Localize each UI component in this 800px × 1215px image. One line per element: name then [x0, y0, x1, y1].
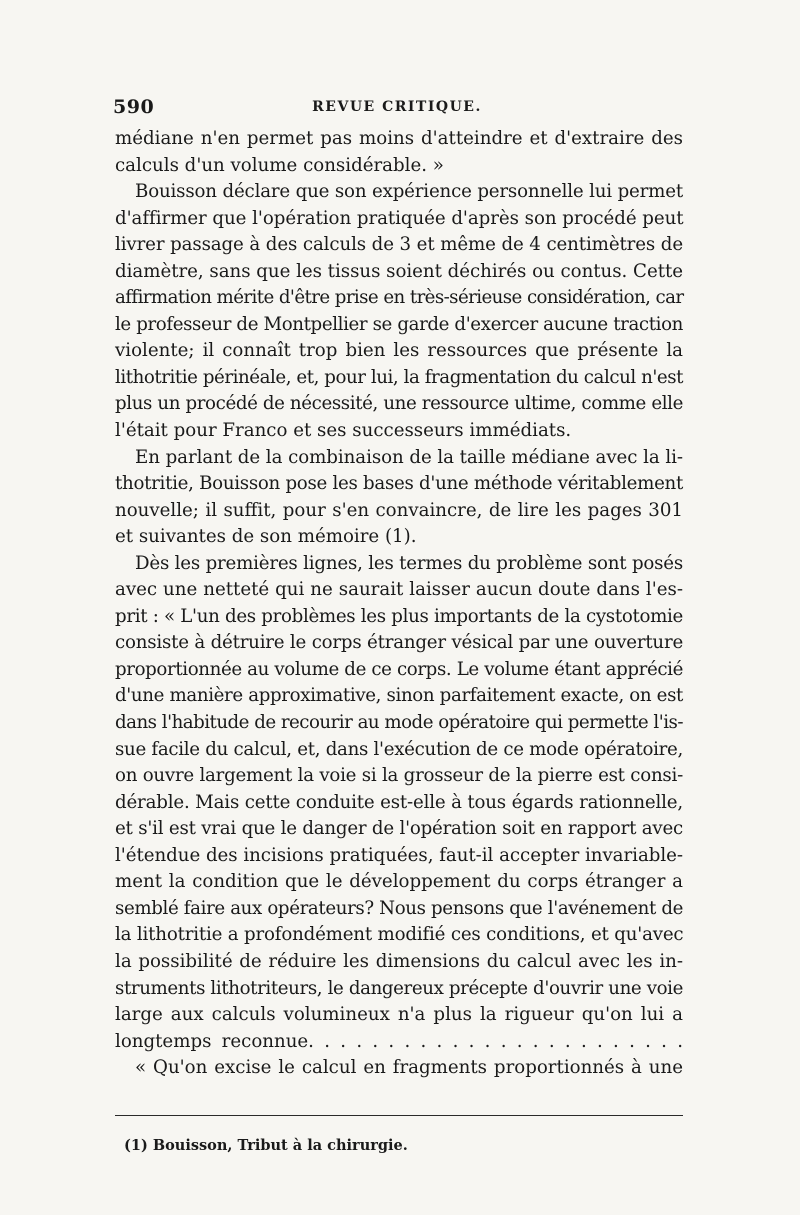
text-line: proportionnée au volume de ce corps. Le volume étant apprécié [115, 658, 683, 680]
text-line: avec une netteté qui ne saurait laisser aucun doute dans l'es- [115, 579, 683, 601]
text-line: longtemps reconnue. . . . . . . . . . . . . . . . . . . . . . . . [115, 1030, 683, 1052]
text-line: Dès les premières lignes, les termes du problème sont posés [135, 552, 683, 574]
text-line: calculs d'un volume considérable. » [115, 154, 444, 176]
running-title: REVUE CRITIQUE. [312, 99, 482, 115]
text-line: livrer passage à des calculs de 3 et même de 4 centimètres de [115, 234, 683, 256]
page-number: 590 [113, 96, 155, 118]
text-line: et s'il est vrai que le danger de l'opération soit en rapport avec [115, 818, 683, 840]
text-line: d'affirmer que l'opération pratiquée d'après son procédé peut [115, 207, 684, 229]
text-line: Bouisson déclare que son expérience personnelle lui permet [135, 181, 683, 203]
text-line: consiste à détruire le corps étranger vésical par une ouverture [115, 632, 684, 654]
text-line: on ouvre largement la voie si la grosseur de la pierre est consi- [115, 765, 683, 787]
page-header [113, 96, 681, 120]
text-line: dérable. Mais cette conduite est-elle à tous égards rationnelle, [115, 791, 683, 813]
text-line: l'étendue des incisions pratiquées, faut-il accepter invariable- [115, 844, 683, 866]
text-line: affirmation mérite d'être prise en très-sérieuse considération, car [115, 287, 684, 309]
text-line: ment la condition que le développement du corps étranger a [115, 871, 683, 893]
text-line: médiane n'en permet pas moins d'atteindre et d'extraire des [115, 128, 683, 149]
text-line: violente; il connaît trop bien les ressources que présente la [115, 340, 683, 362]
text-line: dans l'habitude de recourir au mode opératoire qui permette l'is- [115, 712, 683, 734]
text-line: semblé faire aux opérateurs? Nous pensons que l'avénement de [115, 897, 683, 919]
text-line: struments lithotriteurs, le dangereux précepte d'ouvrir une voie [115, 977, 683, 999]
text-line: sue facile du calcul, et, dans l'exécution de ce mode opératoire, [115, 738, 683, 760]
text-line: diamètre, sans que les tissus soient déchirés ou contus. Cette [115, 260, 683, 282]
text-line: le professeur de Montpellier se garde d'exercer aucune traction [115, 313, 683, 335]
text-line: la possibilité de réduire les dimensions du calcul avec les in- [115, 950, 683, 972]
text-line: et suivantes de son mémoire (1). [115, 526, 417, 548]
text-line: En parlant de la combinaison de la taille médiane avec la li- [135, 446, 683, 468]
text-line: l'était pour Franco et ses successeurs immédiats. [115, 420, 572, 442]
footnote-rule [115, 1115, 683, 1116]
text-line: large aux calculs volumineux n'a plus la rigueur qu'on lui a [115, 1004, 683, 1026]
text-line: « Qu'on excise le calcul en fragments proportionnés à une [135, 1057, 683, 1079]
text-line: d'une manière approximative, sinon parfaitement exacte, on est [115, 685, 683, 707]
text-line: nouvelle; il suffit, pour s'en convaincre, de lire les pages 301 [115, 499, 683, 521]
body-text [115, 126, 683, 1082]
text-line: thotritie, Bouisson pose les bases d'une méthode véritablement [115, 473, 683, 495]
text-line: la lithotritie a profondément modifié ces conditions, et qu'avec [115, 924, 684, 946]
text-line: plus un procédé de nécessité, une ressource ultime, comme elle [115, 393, 683, 415]
text-line: lithotritie périnéale, et, pour lui, la fragmentation du calcul n'est [115, 366, 683, 388]
footnote: (1) Bouisson, Tribut à la chirurgie. [124, 1137, 408, 1154]
text-line: prit : « L'un des problèmes les plus importants de la cystotomie [115, 605, 683, 627]
